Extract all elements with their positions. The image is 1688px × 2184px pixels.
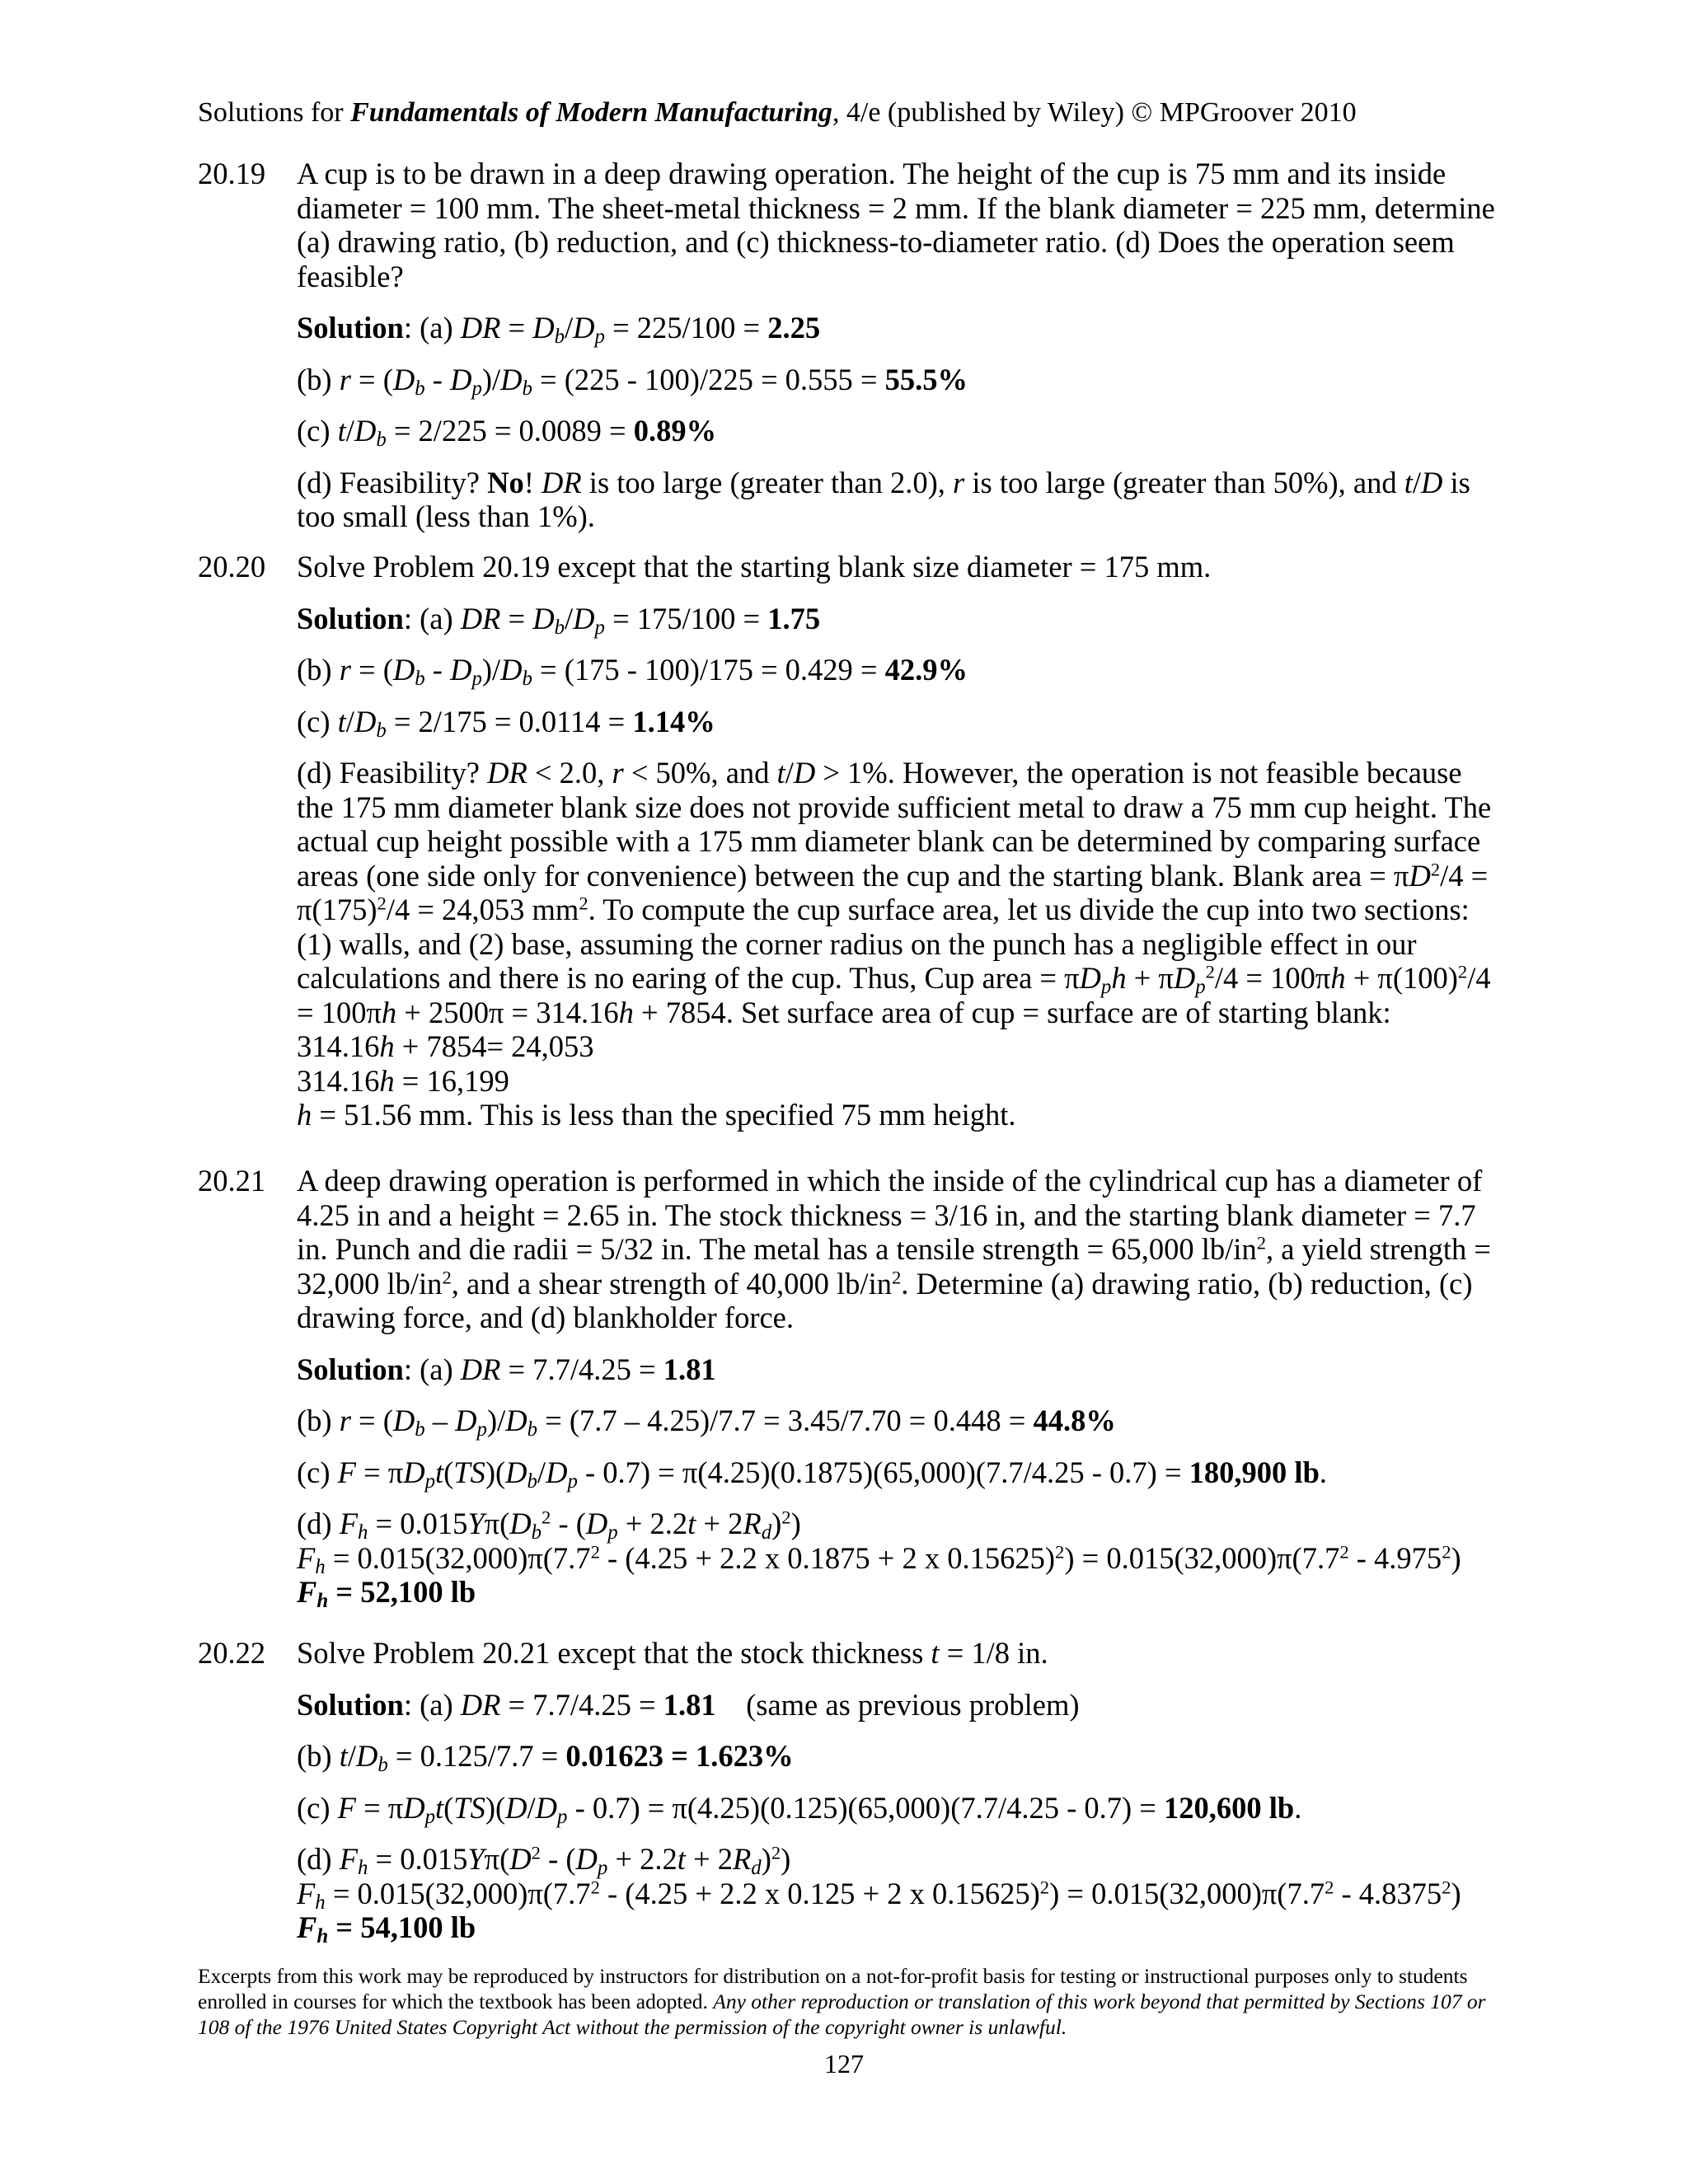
copyright-footer: Excerpts from this work may be reproduced by instructors for distribution on a not-for-profit basis for testing or instructional purposes only to students enrolled in courses for which the textbook has been adopted. Any other reproduction or translation of this work beyond that permitted by Sections 107 or 108 of the 1976 United States Copyright Act without the permission of the copyright owner is unlawful.: [198, 1964, 1486, 2039]
solution-d: (d) $F_h = 0.015Y\pi(D_b^2 - (D_p + 2.2t + 2R_d)^2)$ $F_h = 0.015(32,000)\pi(7.7^2 - (4.25 + 2.2$ x 0.1875 + 2 x $0.15625)^2) = 0.015(32,000)\pi(7.7^2 - 4.975^2)$ $F_h = 52,100$ lb: [297, 1507, 1461, 1613]
solution-c: (c) $F = \pi D_pt(TS)(D/D_p - 0.7) = \pi(4.25)(0.125)(65,000)(7.7/4.25 - 0.7) = 120,600$ lb.: [297, 1790, 1302, 1828]
problem-number: 20.20: [198, 550, 266, 583]
solution-d: (d) $F_h = 0.015Y\pi(D^2 - (D_p + 2.2t + 2R_d)^2)$ $F_h = 0.015(32,000)\pi(7.7^2 - (4.25 + 2.2$ x 0.125 + 2 x $0.15625)^2) = 0.015(32,000)\pi(7.7^2 - 4.8375^2)$ $F_h = 54,100$ lb: [297, 1842, 1461, 1948]
problem-20-21: [198, 1164, 1500, 1613]
solution-b: (b) $r = (D_b - D_p)/D_b = (225 - 100)/225 = 0.555 = 55.5\%$: [297, 362, 968, 400]
solution-d: (d) Feasibility? DR < 2.0, r < 50%, and t/D > 1%. However, the operation is not feasible because the 175 mm diameter blank size does not provide sufficient metal to draw a 75 mm cup height. The actual cup height possible with a 175 mm diameter blank can be determined by comparing surface areas (one side only for convenience) between the cup and the starting blank. Blank area = $\pi D^2/4 = \pi(175)^2/4 = 24,053$ $mm^2$. To compute the cup surface area, let us divide the cup into two sections: (1) walls, and (2) base, assuming the corner radius on the punch has a negligible effect in our calculations and there is no earing of the cup. Thus, Cup area = $\pi D_ph + \pi D_p^2/4 = 100\pi h + \pi(100)^2/4 = 100\pi h + 2500\pi = 314.16h + 7854$. Set surface area of cup = surface are of starting blank: 314.16h + 7854= 24,053 314.16h = 16,199 h = 51.56 mm. This is less than the specified 75 mm height.: [297, 756, 1492, 1132]
solution-a: Solution: (a) DR = 7.7/4.25 = 1.81 (same as previous problem): [297, 1687, 1080, 1722]
solution-b: (b) $r = (D_b - D_p)/D_b = (7.7 - 4.25)/7.7 = 3.45/7.70 = 0.448 = 44.8\%$: [297, 1404, 1116, 1441]
problem-20-19: [198, 157, 1500, 534]
solution-a: Solution: (a) DR = $D_b/D_p = 175/100 = 1.75$: [297, 601, 821, 639]
problem-number: 20.19: [198, 157, 266, 190]
problem-number: 20.22: [198, 1636, 266, 1670]
page-header: Solutions for Fundamentals of Modern Manufacturing, 4/e (published by Wiley) © MPGroover 2010: [198, 97, 1357, 128]
solution-b: (b) $r = (D_b - D_p)/D_b = (175 - 100)/175 = 0.429 = 42.9\%$: [297, 653, 968, 691]
problem-statement: A cup is to be drawn in a deep drawing operation. The height of the cup is 75 mm and its inside diameter = 100 mm. The sheet-metal thickness = 2 mm. If the blank diameter = 225 mm, determine (a) drawing ratio, (b) reduction, and (c) thickness-to-diameter ratio. (d) Does the operation seem feasible?: [297, 157, 1495, 293]
solution-a: Solution: (a) DR = $D_b/D_p = 225/100 = 2.25$: [297, 311, 821, 349]
solution-c: (c) $t/D_b = 2/225 = 0.0089 = 0.89\%$: [297, 414, 717, 452]
problem-20-22: [198, 1636, 1500, 1948]
problem-statement: A deep drawing operation is performed in which the inside of the cylindrical cup has a diameter of 4.25 in and a height = 2.65 in. The stock thickness = 3/16 in, and the starting blank diameter = 7.7 in. Punch and die radii = 5/32 in. The metal has a tensile strength = 65,000 $lb/in^2$, a yield strength = 32,000 $lb/in^2$, and a shear strength of 40,000 $lb/in^2$. Determine (a) drawing ratio, (b) reduction, (c) drawing force, and (d) blankholder force.: [297, 1164, 1491, 1334]
solution-c: (c) $F = \pi D_pt(TS)(D_b/D_p - 0.7) = \pi(4.25)(0.1875)(65,000)(7.7/4.25 - 0.7) = 180,900$ lb.: [297, 1455, 1327, 1493]
solution-a: Solution: (a) DR = 7.7/4.25 = 1.81: [297, 1352, 716, 1386]
page-number: 127: [824, 2049, 864, 2079]
solution-d: (d) Feasibility? No! DR is too large (greater than 2.0), r is too large (greater than 50%), and t/D is too small (less than 1%).: [297, 465, 1470, 533]
problem-20-20: [198, 550, 1500, 1132]
problem-number: 20.21: [198, 1164, 266, 1197]
problem-statement: Solve Problem 20.21 except that the stock thickness t = 1/8 in.: [297, 1636, 1048, 1670]
problem-statement: Solve Problem 20.19 except that the starting blank size diameter = 175 mm.: [297, 550, 1212, 583]
solution-c: (c) $t/D_b = 2/175 = 0.0114 = 1.14\%$: [297, 704, 715, 742]
solution-b: (b) $t/D_b = 0.125/7.7 = 0.01623 = 1.623\%$: [297, 1739, 794, 1777]
